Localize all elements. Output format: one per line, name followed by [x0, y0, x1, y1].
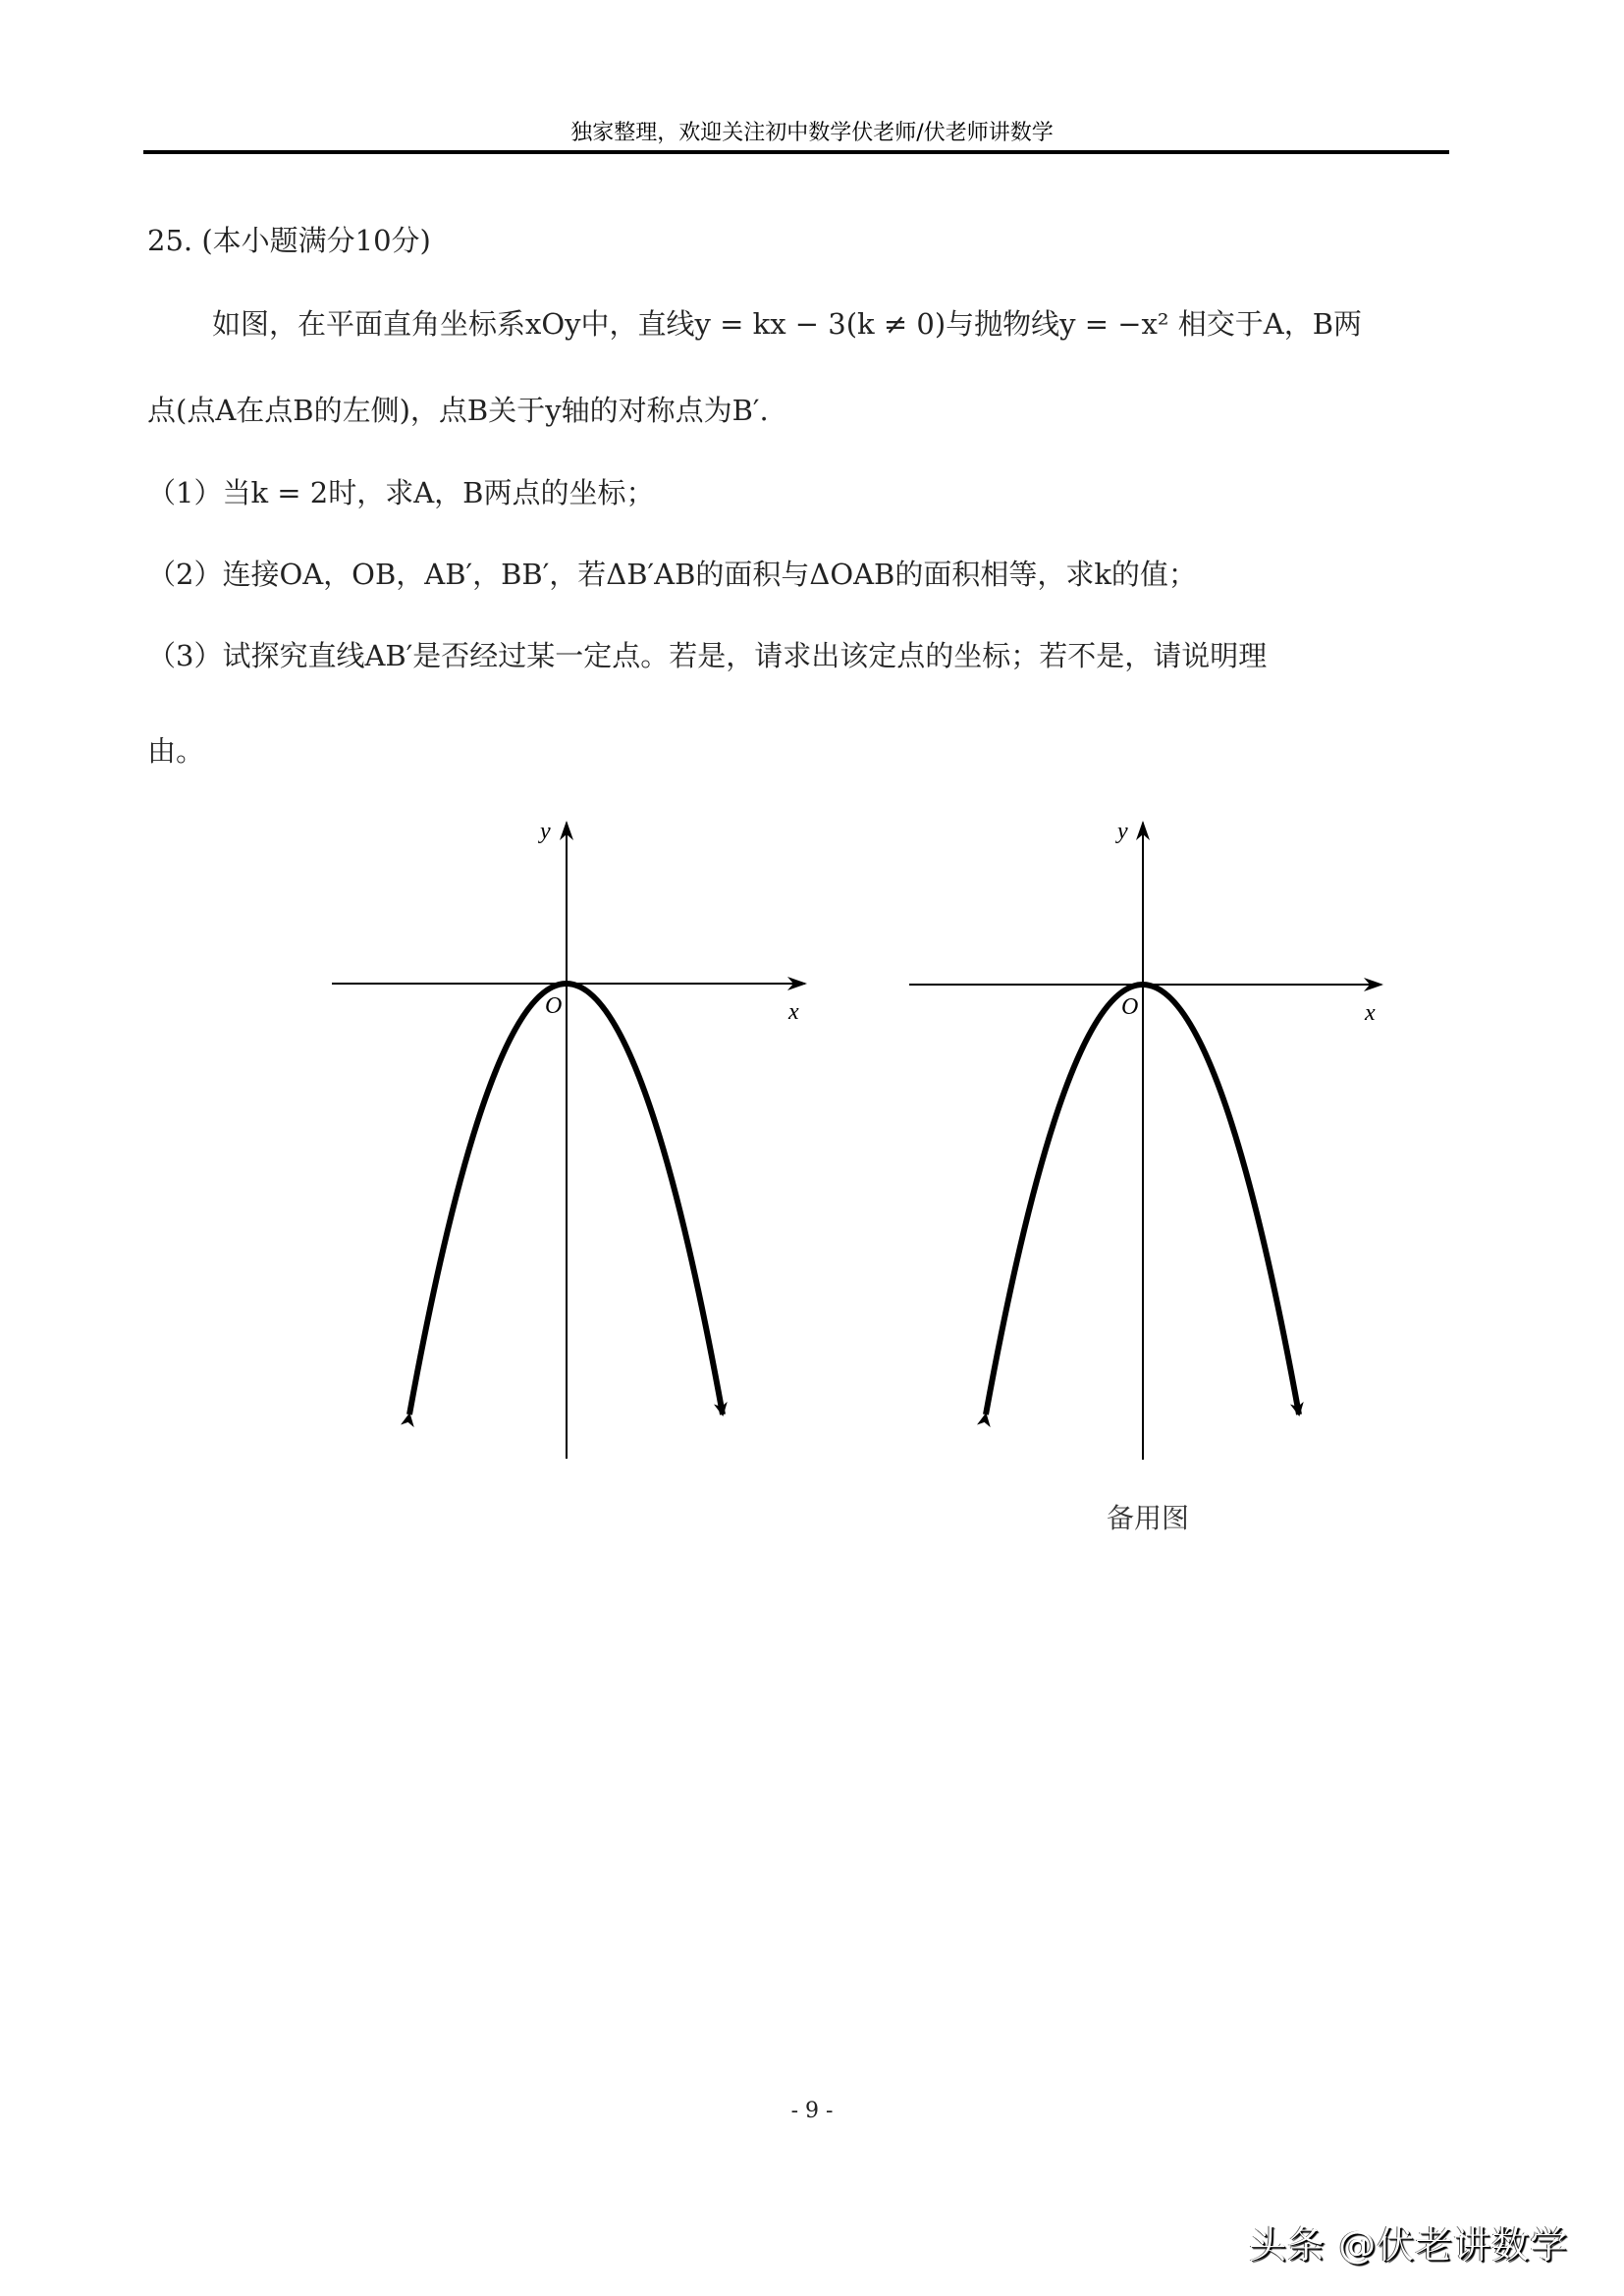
x-axis-label: x — [788, 999, 799, 1025]
problem-stem-line-1: 如图，在平面直角坐标系xOy中，直线y = kx − 3(k ≠ 0)与抛物线y = −x² 相交于A，B两 — [212, 307, 1363, 341]
problem-part-2: （2）连接OA，OB，AB′，BB′，若ΔB′AB的面积与ΔOAB的面积相等，求k的值； — [147, 558, 1197, 591]
page-number: - 9 - — [790, 2099, 834, 2123]
main-figure — [332, 819, 805, 1459]
origin-label: O — [1121, 994, 1139, 1020]
x-axis-label: x — [1365, 1000, 1376, 1026]
spare-figure-caption: 备用图 — [1107, 1502, 1190, 1534]
problem-number: 25. (本小题满分10分) — [147, 224, 431, 257]
watermark: 头条 @伏老讲数学 — [1249, 2223, 1569, 2267]
page-header: 独家整理，欢迎关注初中数学伏老师/伏老师讲数学 — [570, 121, 1054, 145]
y-axis-label: y — [540, 819, 551, 844]
problem-part-3-continued: 由。 — [147, 734, 205, 768]
problem-part-1: （1）当k = 2时，求A，B两点的坐标； — [147, 476, 655, 509]
spare-figure — [909, 819, 1381, 1460]
problem-part-3: （3）试探究直线AB′是否经过某一定点。若是，请求出该定点的坐标；若不是，请说明理 — [147, 639, 1268, 672]
y-axis-label: y — [1117, 819, 1128, 844]
origin-label: O — [545, 993, 563, 1019]
problem-stem-line-2: 点(点A在点B的左侧)，点B关于y轴的对称点为B′. — [147, 394, 769, 427]
